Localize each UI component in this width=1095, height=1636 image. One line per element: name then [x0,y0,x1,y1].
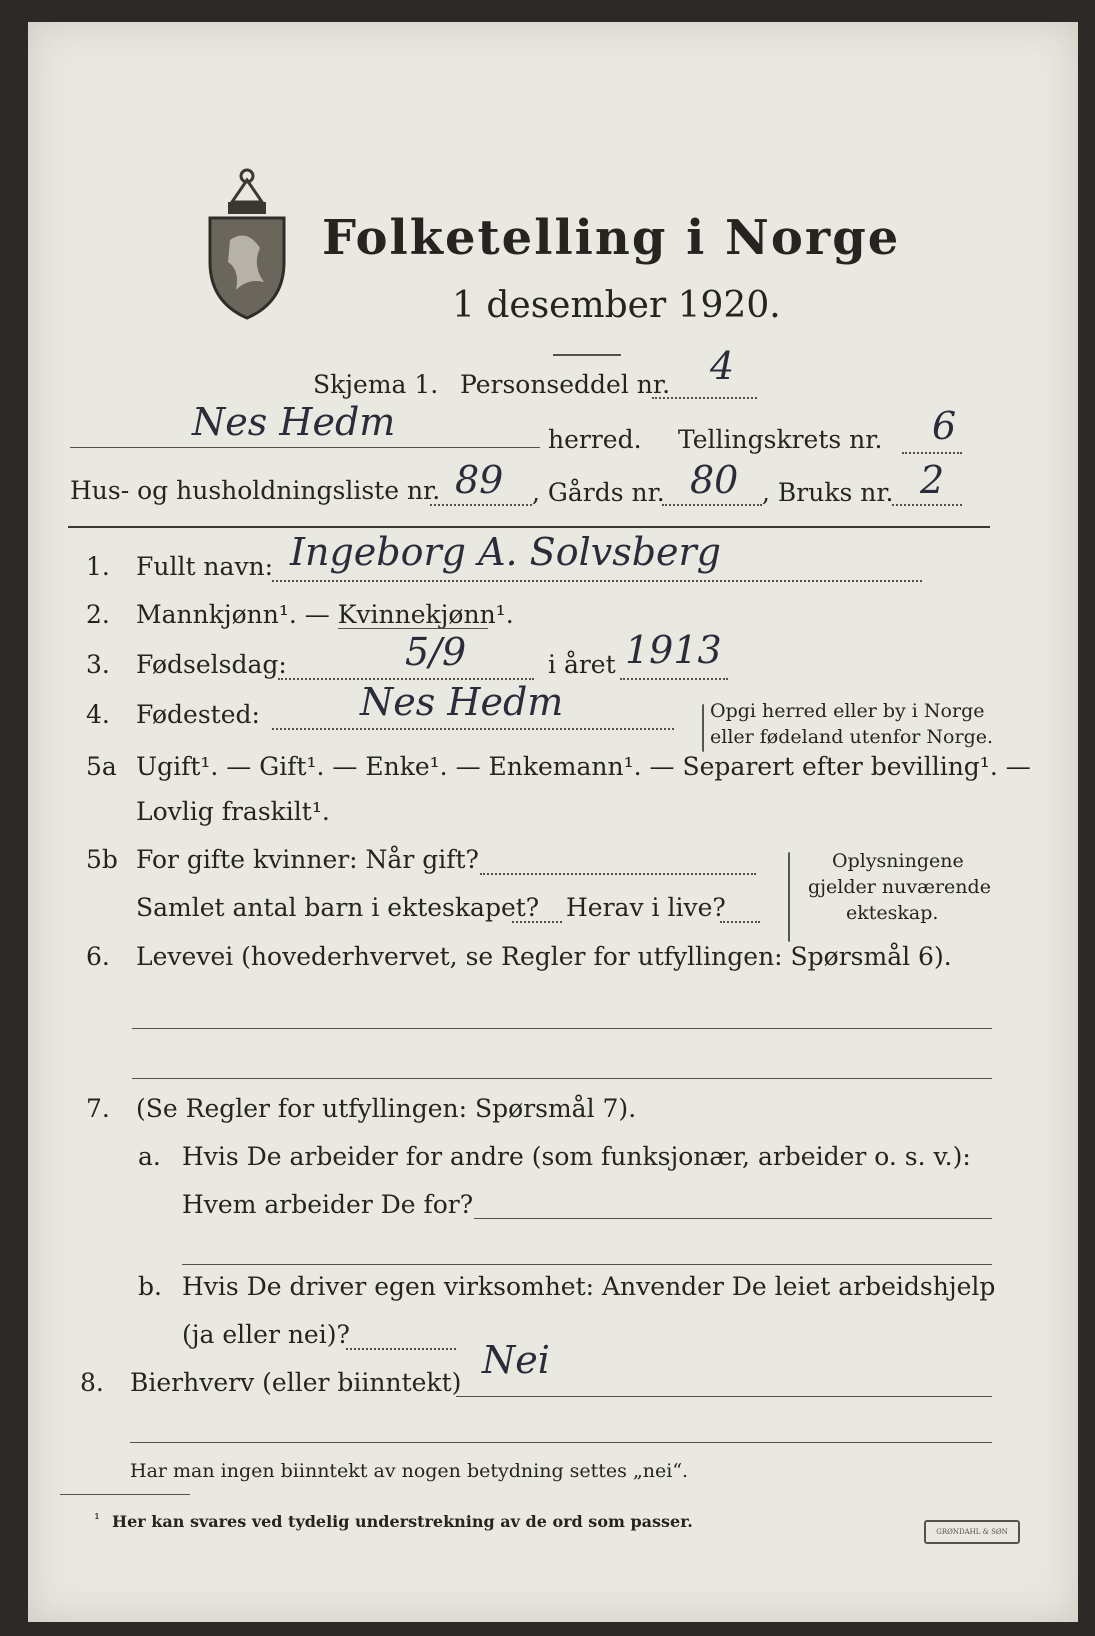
header-separator [68,526,990,528]
q5b-line-2 [512,921,562,923]
q7a-label-2: Hvem arbeider De for? [182,1190,474,1219]
q5a-number: 5a [86,752,117,781]
title-divider [553,354,621,356]
q4-label: Fødested: [136,700,260,729]
q5b-line-1 [480,873,756,875]
q8-answer-line [456,1396,992,1397]
q6-answer-line-1 [132,1028,992,1029]
hus-label: Hus- og husholdningsliste nr. [70,476,441,505]
q4-line [272,728,674,730]
q2-number: 2. [86,600,110,629]
bruks-label: , Bruks nr. [762,478,894,507]
gards-label: , Gårds nr. [532,478,665,507]
gards-line [662,504,762,506]
printer-stamp [924,1520,1020,1544]
q5a-label-1: Ugift¹. — Gift¹. — Enke¹. — Enkemann¹. — Separert efter bevilling¹. — [136,752,1031,781]
q5b-note-line-1: Oplysningene [832,850,964,872]
personseddel-value: 4 [710,344,735,388]
hus-value: 89 [455,458,504,502]
footnote-mark: ¹ [94,1510,101,1528]
q3-year-line [620,678,728,680]
q3-label: Fødselsdag: [136,650,287,679]
personseddel-label: Personseddel nr. [460,370,671,399]
q7a-answer-line-1 [474,1218,992,1219]
tellingskrets-value: 6 [932,404,957,448]
footnote-text: Her kan svares ved tydelig understrekning av de ord som passer. [112,1512,693,1531]
q7b-label-1: Hvis De driver egen virksomhet: Anvender De leiet arbeidshjelp [182,1272,996,1301]
q2-underline [338,628,488,629]
census-date: 1 desember 1920. [452,285,781,326]
q7a-letter: a. [138,1142,161,1171]
q3-year-label: i året [548,650,616,679]
hus-line [430,504,532,506]
q7-label: (Se Regler for utfyllingen: Spørsmål 7). [136,1094,637,1123]
q3-year-value: 1913 [625,628,722,672]
gards-value: 80 [690,458,739,502]
q4-note-line-2: eller fødeland utenfor Norge. [710,726,994,748]
norwegian-coat-of-arms-icon [202,162,292,326]
q8-answer-line-2 [130,1442,992,1443]
q7-number: 7. [86,1094,110,1123]
herred-value: Nes Hedm [192,400,396,444]
q8-number: 8. [80,1368,104,1397]
q7b-label-2: (ja eller nei)? [182,1320,350,1349]
q7a-answer-line-2 [182,1264,992,1265]
bruks-value: 2 [920,458,945,502]
q5b-label-3: Herav i live? [566,893,726,922]
q7a-label-1: Hvis De arbeider for andre (som funksjonær, arbeider o. s. v.): [182,1142,971,1171]
q3-number: 3. [86,650,110,679]
q8-value: Nei [482,1338,550,1382]
q6-number: 6. [86,942,110,971]
q4-note-brace [702,704,704,752]
q4-value: Nes Hedm [360,680,564,724]
q5b-note-line-3: ekteskap. [846,902,939,924]
q6-label: Levevei (hovederhvervet, se Regler for utfyllingen: Spørsmål 6). [136,942,952,971]
tellingskrets-line [902,452,962,454]
herred-line [70,447,540,448]
q7b-letter: b. [138,1272,162,1301]
q1-number: 1. [86,552,110,581]
q5b-number: 5b [86,845,118,874]
q5a-label-2: Lovlig fraskilt¹. [136,797,330,826]
q3-value: 5/9 [405,630,467,674]
bruks-line [892,504,962,506]
q1-label: Fullt navn: [136,552,274,581]
q1-value: Ingeborg A. Solvsberg [290,530,722,574]
q8-label: Bierhverv (eller biinntekt) [130,1368,462,1397]
q5b-label-2: Samlet antal barn i ekteskapet? [136,893,540,922]
q5b-label-1: For gifte kvinner: Når gift? [136,845,479,874]
q5b-note-line-2: gjelder nuværende [808,876,991,898]
footnote-rule [60,1494,190,1495]
printer-stamp-text: GRØNDAHL & SØN [936,1528,1008,1536]
skjema-label: Skjema 1. [313,370,439,399]
personseddel-line [652,397,757,399]
q4-number: 4. [86,700,110,729]
q6-answer-line-2 [132,1078,992,1079]
q5b-note-brace [788,852,790,942]
biinntekt-note: Har man ingen biinntekt av nogen betydning settes „nei“. [130,1460,689,1482]
q2-label: Mannkjønn¹. — Kvinnekjønn¹. [136,600,514,629]
q7b-answer-line [346,1348,456,1350]
q5b-line-3 [720,921,760,923]
q4-note-line-1: Opgi herred eller by i Norge [710,700,985,722]
tellingskrets-label: Tellingskrets nr. [678,425,883,454]
form-title: Folketelling i Norge [322,210,901,266]
q1-line [272,580,922,582]
herred-label: herred. [548,425,642,454]
